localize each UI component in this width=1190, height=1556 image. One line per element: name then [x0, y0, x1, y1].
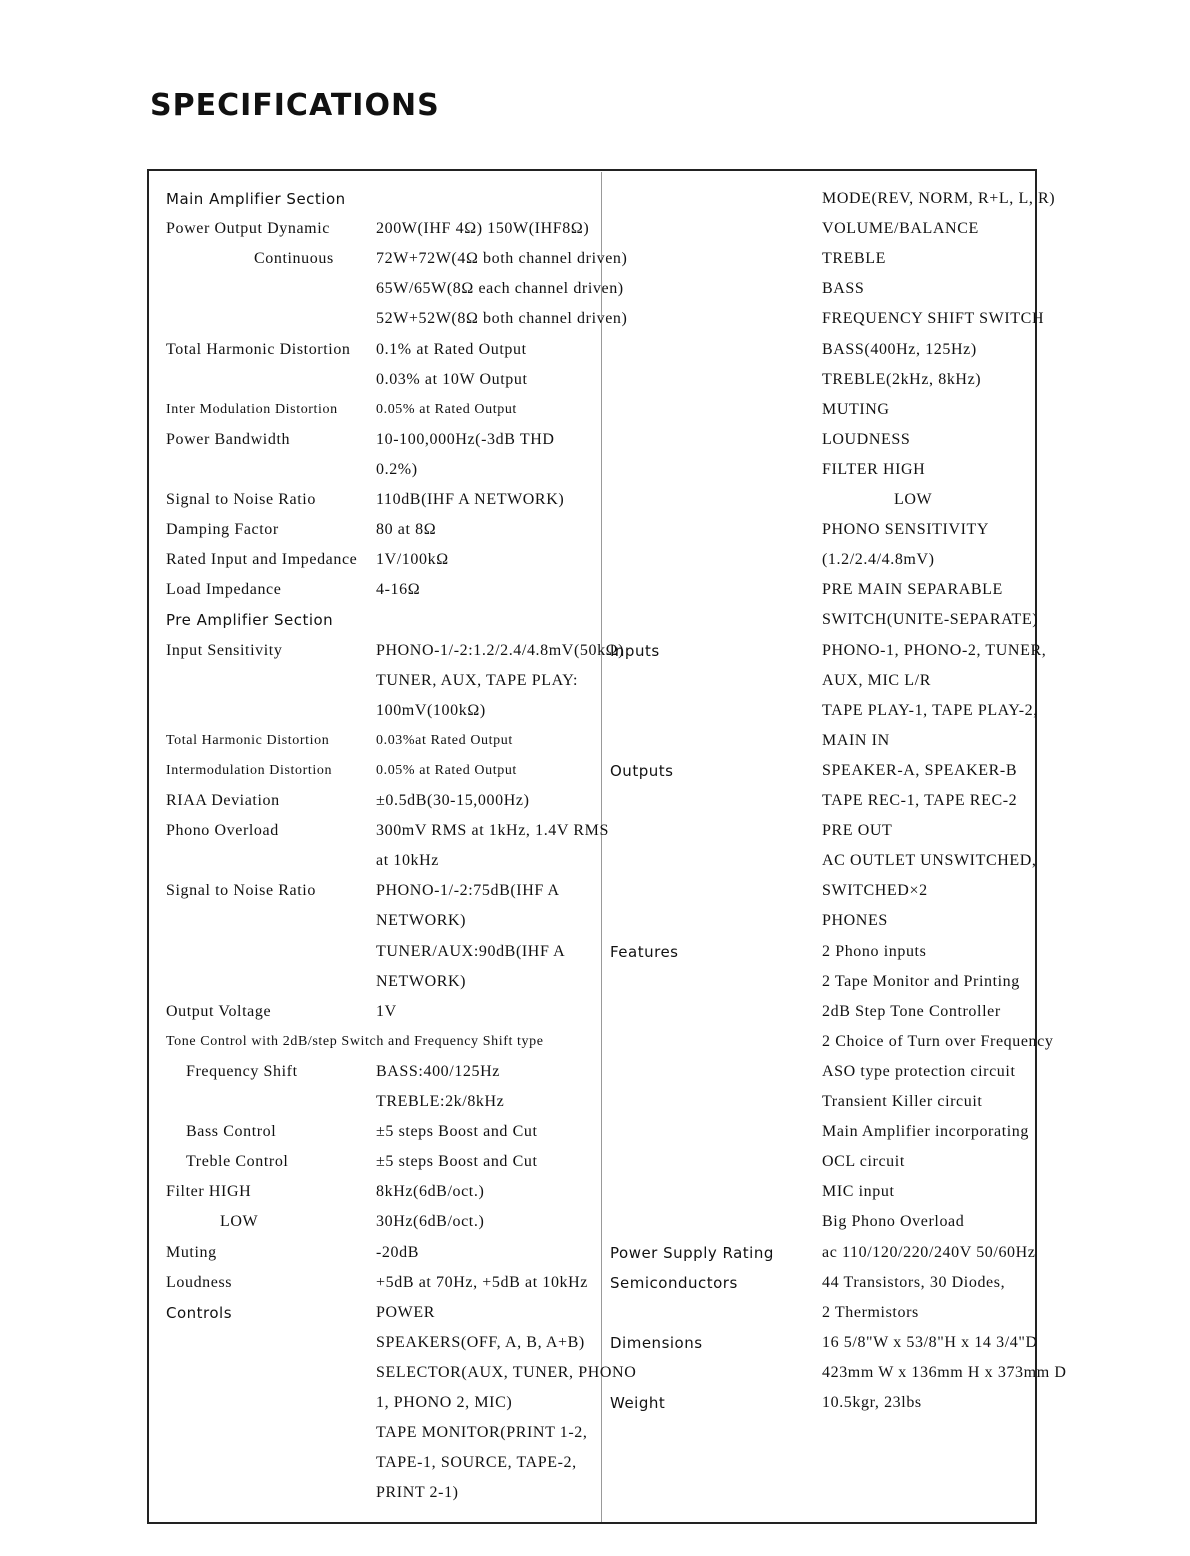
- left-spec-value: 0.05% at Rated Output: [376, 762, 517, 778]
- left-spec-label: Power Bandwidth: [166, 430, 291, 448]
- left-spec-value: ±5 steps Boost and Cut: [376, 1153, 538, 1171]
- right-spec-value: MODE(REV, NORM, R+L, L, R): [822, 190, 1056, 207]
- right-spec-value: Main Amplifier incorporating: [822, 1123, 1029, 1141]
- left-spec-value: 110dB(IHF A NETWORK): [376, 491, 565, 508]
- left-spec-value: 0.05% at Rated Output: [376, 401, 517, 417]
- left-spec-label: Damping Factor: [166, 521, 279, 539]
- left-spec-label: Inter Modulation Distortion: [166, 401, 338, 417]
- left-spec-label: RIAA Deviation: [166, 792, 280, 809]
- right-spec-value: AUX, MIC L/R: [822, 671, 931, 689]
- right-spec-value: Transient Killer circuit: [822, 1093, 983, 1110]
- right-spec-label: Features: [610, 942, 679, 961]
- right-spec-value: TAPE REC-1, TAPE REC-2: [822, 792, 1018, 809]
- left-spec-value: PRINT 2-1): [376, 1484, 459, 1502]
- column-divider: [601, 172, 602, 1522]
- left-spec-value: PHONO-1/-2:1.2/2.4/4.8mV(50kΩ): [376, 641, 625, 659]
- left-spec-value: BASS:400/125Hz: [376, 1062, 500, 1080]
- right-spec-value: MIC input: [822, 1183, 895, 1201]
- page-title: SPECIFICATIONS: [150, 88, 440, 123]
- right-spec-value: 2dB Step Tone Controller: [822, 1002, 1001, 1020]
- left-spec-label: Output Voltage: [166, 1002, 272, 1020]
- left-spec-label: Muting: [166, 1243, 217, 1261]
- right-spec-value: TREBLE: [822, 250, 887, 268]
- left-spec-label: Pre Amplifier Section: [166, 611, 334, 630]
- right-spec-value: OCL circuit: [822, 1153, 905, 1171]
- left-spec-value: at 10kHz: [376, 852, 440, 870]
- left-spec-value: 200W(IHF 4Ω) 150W(IHF8Ω): [376, 220, 590, 238]
- left-spec-label: Intermodulation Distortion: [166, 762, 333, 778]
- left-spec-value: SPEAKERS(OFF, A, B, A+B): [376, 1333, 585, 1351]
- left-spec-label: Total Harmonic Distortion: [166, 340, 351, 358]
- right-spec-value: TREBLE(2kHz, 8kHz): [822, 370, 982, 388]
- right-spec-value: 44 Transistors, 30 Diodes,: [822, 1273, 1006, 1291]
- left-spec-label: Signal to Noise Ratio: [166, 491, 316, 508]
- right-spec-label: Weight: [610, 1394, 666, 1412]
- left-spec-label: Frequency Shift: [186, 1062, 298, 1080]
- right-spec-value: PHONES: [822, 912, 888, 930]
- left-spec-label: Treble Control: [186, 1153, 289, 1171]
- left-spec-value: ±5 steps Boost and Cut: [376, 1123, 538, 1141]
- left-spec-label: Rated Input and Impedance: [166, 551, 358, 569]
- right-spec-value: ASO type protection circuit: [822, 1062, 1016, 1080]
- left-spec-label: Load Impedance: [166, 581, 282, 599]
- left-spec-value: 10-100,000Hz(-3dB THD: [376, 430, 555, 448]
- right-spec-value: ac 110/120/220/240V 50/60Hz: [822, 1243, 1036, 1261]
- right-spec-value: BASS(400Hz, 125Hz): [822, 340, 977, 358]
- left-spec-label: Tone Control with 2dB/step Switch and Frequency Shift type: [166, 1033, 544, 1049]
- left-spec-value: 0.03%at Rated Output: [376, 732, 513, 748]
- right-spec-value: 2 Choice of Turn over Frequency: [822, 1032, 1054, 1050]
- right-spec-value: VOLUME/BALANCE: [822, 220, 979, 238]
- left-spec-value: 65W/65W(8Ω each channel driven): [376, 280, 624, 298]
- left-spec-value: POWER: [376, 1303, 435, 1321]
- left-spec-value: SELECTOR(AUX, TUNER, PHONO: [376, 1363, 637, 1381]
- left-spec-value: PHONO-1/-2:75dB(IHF A: [376, 882, 560, 900]
- left-spec-value: 1, PHONO 2, MIC): [376, 1394, 513, 1411]
- right-spec-value: BASS: [822, 280, 865, 298]
- left-spec-label: Power Output Dynamic: [166, 220, 330, 238]
- right-spec-label: Dimensions: [610, 1333, 703, 1352]
- right-spec-label: Power Supply Rating: [610, 1243, 774, 1262]
- left-spec-label: Bass Control: [186, 1123, 277, 1141]
- left-spec-value: TAPE MONITOR(PRINT 1-2,: [376, 1424, 588, 1442]
- right-spec-value: FREQUENCY SHIFT SWITCH: [822, 310, 1045, 328]
- right-spec-value: 16 5/8"W x 53/8"H x 14 3/4"D: [822, 1333, 1038, 1351]
- left-spec-value: 0.2%): [376, 460, 418, 478]
- left-spec-value: 4-16Ω: [376, 581, 421, 599]
- right-spec-value: PRE MAIN SEPARABLE: [822, 581, 1003, 599]
- right-spec-value: Big Phono Overload: [822, 1213, 965, 1231]
- right-spec-value: LOW: [894, 491, 933, 508]
- right-spec-value: PRE OUT: [822, 822, 893, 840]
- right-spec-value: 2 Phono inputs: [822, 942, 927, 960]
- right-spec-label: Semiconductors: [610, 1273, 738, 1292]
- left-spec-label: Loudness: [166, 1273, 233, 1291]
- left-spec-label: LOW: [220, 1213, 259, 1231]
- left-spec-value: 100mV(100kΩ): [376, 701, 486, 719]
- left-spec-value: -20dB: [376, 1243, 419, 1261]
- left-spec-label: Controls: [166, 1303, 233, 1322]
- right-spec-value: 423mm W x 136mm H x 373mm D: [822, 1363, 1067, 1381]
- left-spec-value: +5dB at 70Hz, +5dB at 10kHz: [376, 1273, 588, 1291]
- left-spec-label: Signal to Noise Ratio: [166, 882, 316, 900]
- right-spec-value: AC OUTLET UNSWITCHED,: [822, 852, 1037, 870]
- left-spec-value: 1V: [376, 1002, 397, 1020]
- left-spec-label: Phono Overload: [166, 822, 279, 840]
- left-spec-value: 80 at 8Ω: [376, 521, 437, 539]
- left-spec-value: TREBLE:2k/8kHz: [376, 1093, 505, 1110]
- left-spec-value: ±0.5dB(30-15,000Hz): [376, 792, 530, 809]
- right-spec-value: 2 Tape Monitor and Printing: [822, 972, 1020, 990]
- right-spec-value: MUTING: [822, 400, 890, 418]
- right-spec-value: FILTER HIGH: [822, 460, 926, 478]
- left-spec-value: 300mV RMS at 1kHz, 1.4V RMS: [376, 822, 609, 840]
- right-spec-value: (1.2/2.4/4.8mV): [822, 551, 935, 569]
- left-spec-value: NETWORK): [376, 912, 467, 930]
- left-spec-value: 8kHz(6dB/oct.): [376, 1183, 485, 1201]
- left-spec-label: Total Harmonic Distortion: [166, 732, 330, 748]
- right-spec-value: 2 Thermistors: [822, 1303, 919, 1321]
- right-spec-value: 10.5kgr, 23lbs: [822, 1394, 922, 1411]
- right-spec-value: SWITCH(UNITE-SEPARATE): [822, 611, 1039, 629]
- left-spec-value: TUNER/AUX:90dB(IHF A: [376, 942, 566, 960]
- left-spec-value: 30Hz(6dB/oct.): [376, 1213, 485, 1231]
- right-spec-value: TAPE PLAY-1, TAPE PLAY-2,: [822, 701, 1038, 719]
- left-spec-value: 1V/100kΩ: [376, 551, 449, 569]
- left-spec-label: Filter HIGH: [166, 1183, 252, 1201]
- left-spec-value: 52W+52W(8Ω both channel driven): [376, 310, 628, 328]
- right-spec-value: PHONO-1, PHONO-2, TUNER,: [822, 641, 1047, 659]
- right-spec-value: PHONO SENSITIVITY: [822, 521, 990, 539]
- left-spec-label: Main Amplifier Section: [166, 190, 346, 208]
- left-spec-value: TUNER, AUX, TAPE PLAY:: [376, 671, 579, 689]
- left-spec-value: 0.03% at 10W Output: [376, 370, 528, 388]
- right-spec-value: MAIN IN: [822, 731, 890, 749]
- left-spec-value: TAPE-1, SOURCE, TAPE-2,: [376, 1454, 577, 1472]
- right-spec-value: SPEAKER-A, SPEAKER-B: [822, 761, 1018, 779]
- left-spec-value: 0.1% at Rated Output: [376, 340, 527, 358]
- right-spec-value: LOUDNESS: [822, 430, 911, 448]
- left-spec-value: NETWORK): [376, 972, 467, 990]
- right-spec-label: Inputs: [610, 641, 660, 660]
- left-spec-value: 72W+72W(4Ω both channel driven): [376, 250, 628, 268]
- left-spec-label: Input Sensitivity: [166, 641, 283, 659]
- left-spec-label: Continuous: [254, 250, 334, 268]
- right-spec-label: Outputs: [610, 761, 674, 780]
- right-spec-value: SWITCHED×2: [822, 882, 928, 900]
